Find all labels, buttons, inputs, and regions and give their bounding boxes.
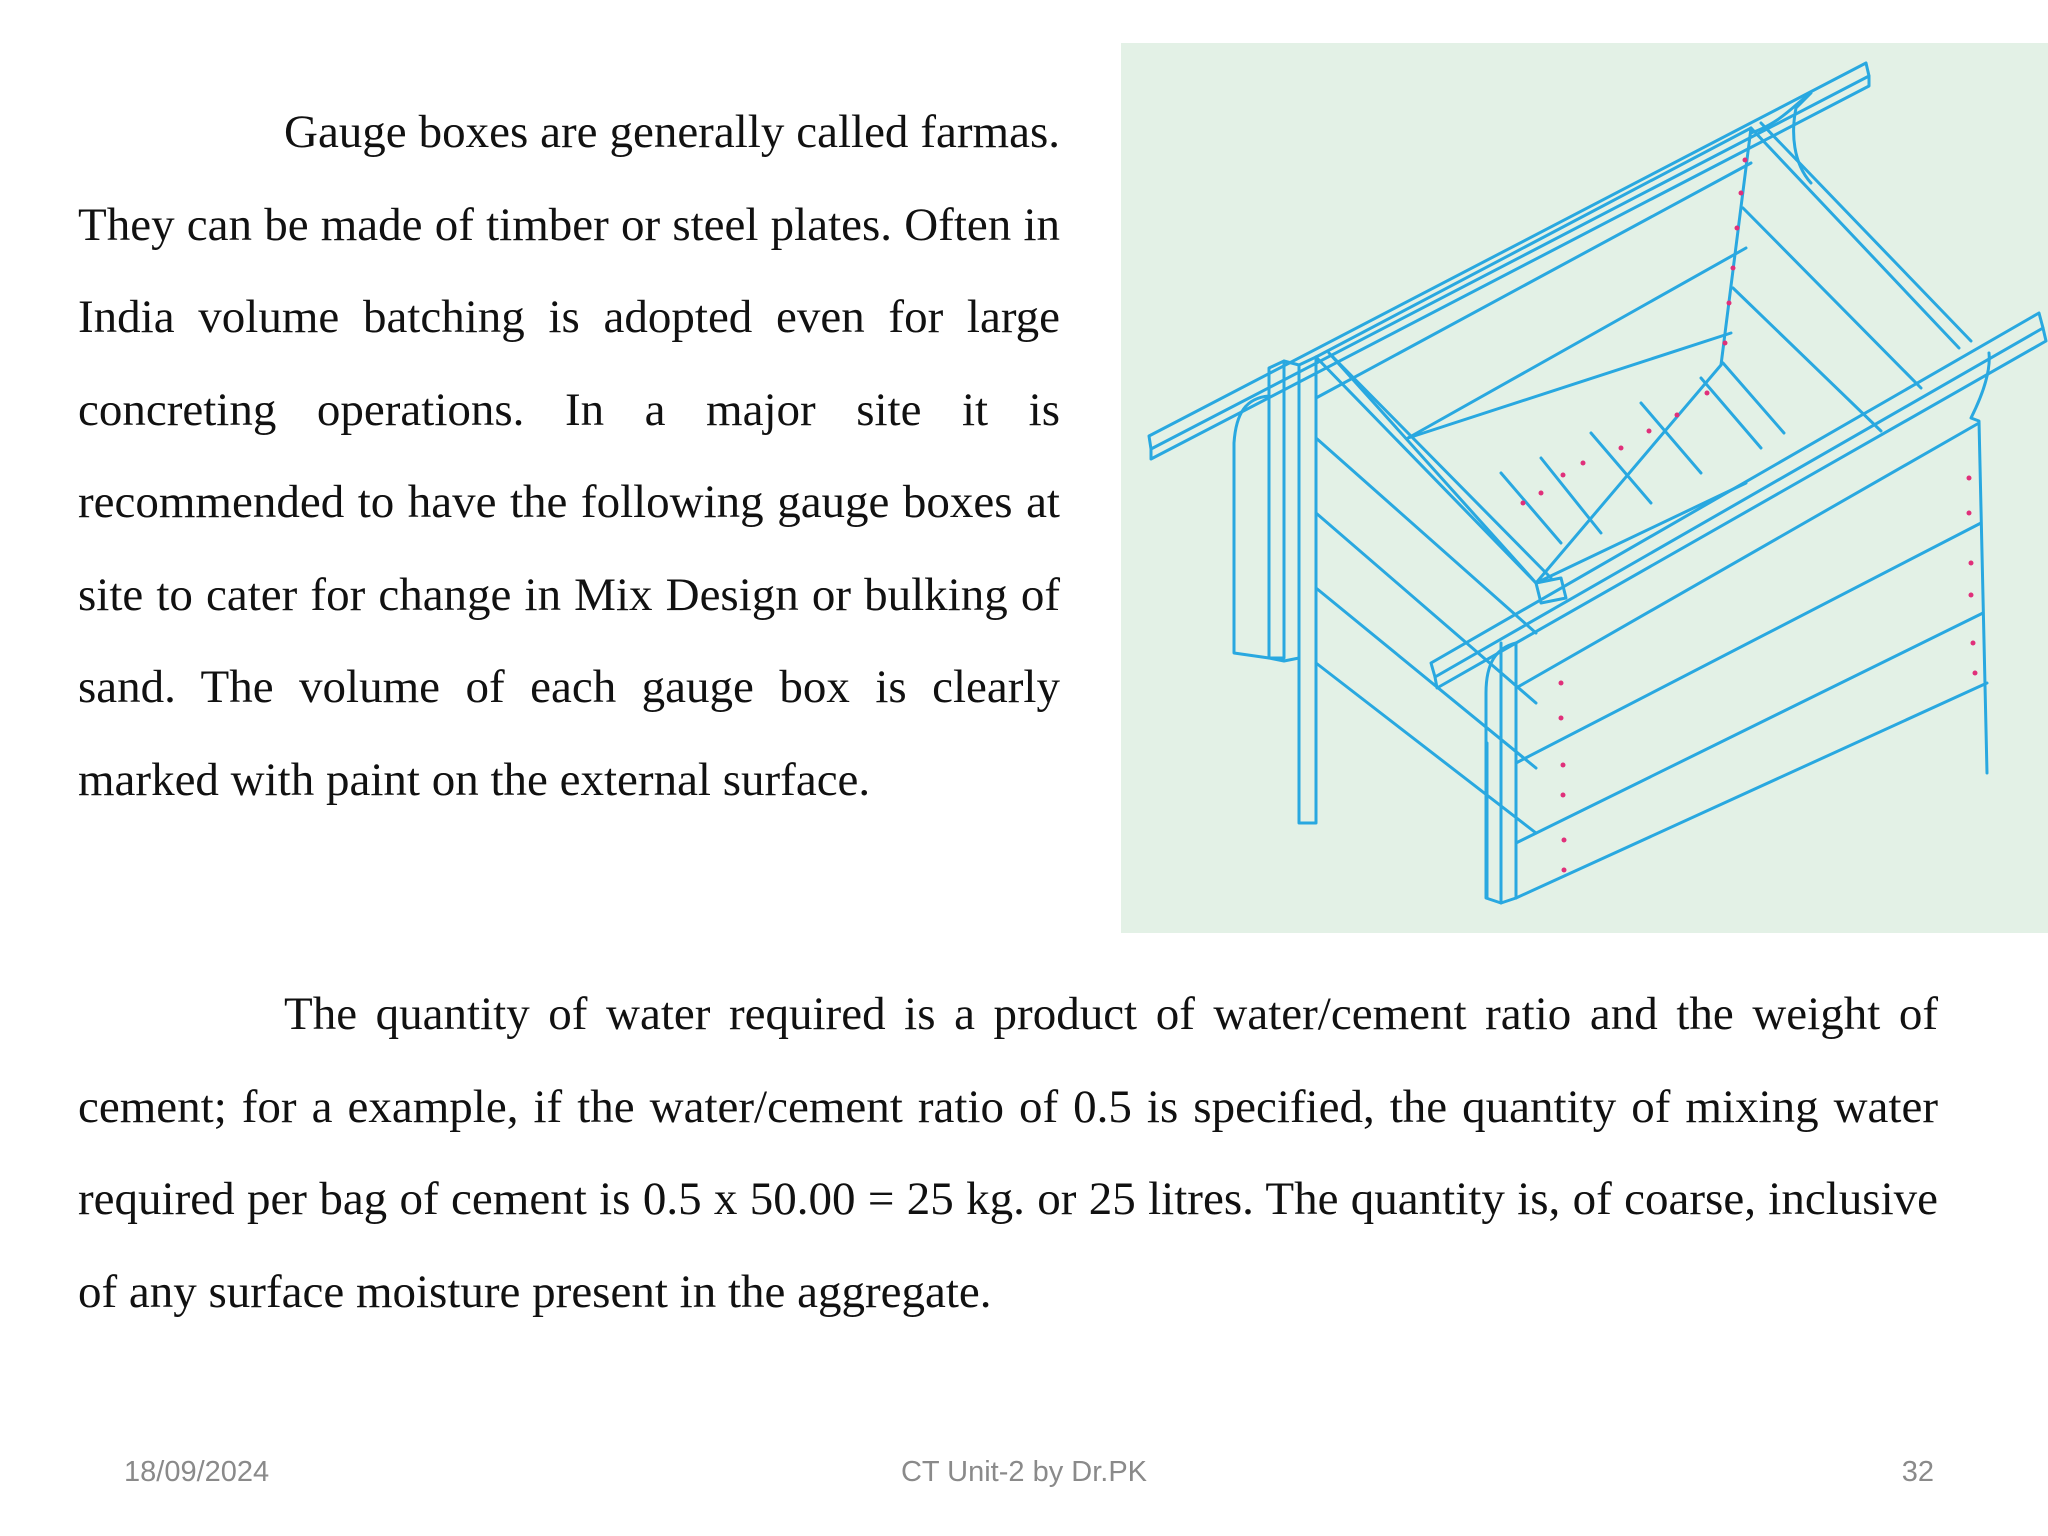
footer-date: 18/09/2024 — [124, 1456, 270, 1488]
footer-title: CT Unit-2 by Dr.PK — [900, 1456, 1148, 1488]
footer-page-number: 32 — [1901, 1456, 1934, 1488]
paragraph-gauge-boxes: Gauge boxes are generally called farmas. They can be made of timber or steel plates. Often in India volume batching is adopted even for large concreting operations. In a major site it is recommended to have the following gauge boxes at site to cater for change in Mix Design or bulking of sand. The volume of each gauge box is clearly marked with paint on the external surface. — [78, 106, 1060, 806]
gauge-box-figure — [1121, 43, 2048, 933]
paragraph-water-quantity: The quantity of water required is a product of water/cement ratio and the weight of cement; for a example, if the water/cement ratio of 0.5 is specified, the quantity of mixing water required per bag of cement is 0.5 x 50.00 = 25 kg. or 25 litres. The quantity is, of coarse, inclusive of any surface moisture present in the aggregate. — [78, 988, 1938, 1318]
gauge-box-illustration-icon — [1121, 43, 2048, 933]
